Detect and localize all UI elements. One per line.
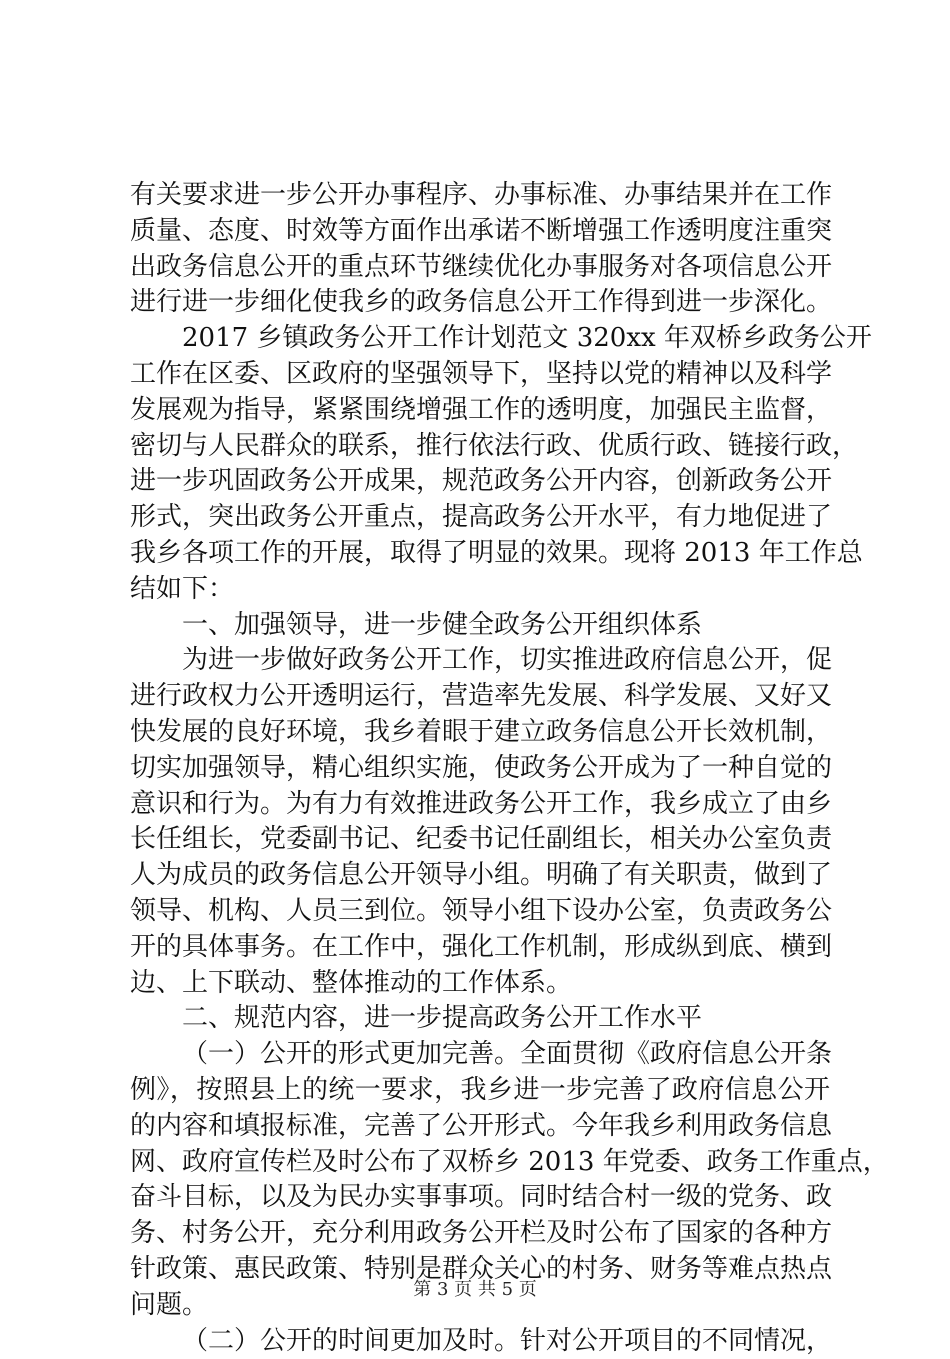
text-line: （二）公开的时间更加及时。针对公开项目的不同情况， (130, 1324, 830, 1359)
text-line: 工作在区委、区政府的坚强领导下，坚持以党的精神以及科学 (130, 357, 830, 393)
text-line: 形式，突出政务公开重点，提高政务公开水平，有力地促进了 (130, 500, 830, 536)
text-line: 2017 乡镇政务公开工作计划范文 320xx 年双桥乡政务公开 (130, 321, 830, 357)
text-line: 结如下： (130, 572, 830, 608)
text-line: 意识和行为。为有力有效推进政务公开工作，我乡成立了由乡 (130, 787, 830, 823)
text-line: 有关要求进一步公开办事程序、办事标准、办事结果并在工作 (130, 178, 830, 214)
document-body (130, 178, 830, 1359)
text-line: 边、上下联动、整体推动的工作体系。 (130, 966, 830, 1002)
text-line: 务、村务公开，充分利用政务公开栏及时公布了国家的各种方 (130, 1216, 830, 1252)
text-line: （一）公开的形式更加完善。全面贯彻《政府信息公开条 (130, 1037, 830, 1073)
text-line: 针政策、惠民政策、特别是群众关心的村务、财务等难点热点 (130, 1252, 830, 1288)
text-line: 为进一步做好政务公开工作，切实推进政府信息公开，促 (130, 643, 830, 679)
text-line: 奋斗目标，以及为民办实事事项。同时结合村一级的党务、政 (130, 1180, 830, 1216)
text-line: 质量、态度、时效等方面作出承诺不断增强工作透明度注重突 (130, 214, 830, 250)
text-line: 快发展的良好环境，我乡着眼于建立政务信息公开长效机制， (130, 715, 830, 751)
page-footer: 第 3 页 共 5 页 (0, 1278, 950, 1302)
text-line: 开的具体事务。在工作中，强化工作机制，形成纵到底、横到 (130, 930, 830, 966)
text-line: 切实加强领导，精心组织实施，使政务公开成为了一种自觉的 (130, 751, 830, 787)
text-line: 发展观为指导，紧紧围绕增强工作的透明度，加强民主监督， (130, 393, 830, 429)
text-line: 进行政权力公开透明运行，营造率先发展、科学发展、又好又 (130, 679, 830, 715)
text-line: 出政务信息公开的重点环节继续优化办事服务对各项信息公开 (130, 250, 830, 286)
text-line: 长任组长，党委副书记、纪委书记任副组长，相关办公室负责 (130, 822, 830, 858)
section-heading: 一、加强领导，进一步健全政务公开组织体系 (130, 608, 830, 644)
text-line: 进行进一步细化使我乡的政务信息公开工作得到进一步深化。 (130, 285, 830, 321)
text-line: 进一步巩固政务公开成果，规范政务公开内容，创新政务公开 (130, 464, 830, 500)
text-line: 例》，按照县上的统一要求，我乡进一步完善了政府信息公开 (130, 1073, 830, 1109)
text-line: 领导、机构、人员三到位。领导小组下设办公室，负责政务公 (130, 894, 830, 930)
text-line: 人为成员的政务信息公开领导小组。明确了有关职责，做到了 (130, 858, 830, 894)
text-line: 我乡各项工作的开展，取得了明显的效果。现将 2013 年工作总 (130, 536, 830, 572)
text-line: 密切与人民群众的联系，推行依法行政、优质行政、链接行政， (130, 429, 830, 465)
text-line: 问题。 (130, 1288, 830, 1324)
text-line: 的内容和填报标准，完善了公开形式。今年我乡利用政务信息 (130, 1109, 830, 1145)
section-heading: 二、规范内容，进一步提高政务公开工作水平 (130, 1001, 830, 1037)
text-line: 网、政府宣传栏及时公布了双桥乡 2013 年党委、政务工作重点， (130, 1145, 830, 1181)
